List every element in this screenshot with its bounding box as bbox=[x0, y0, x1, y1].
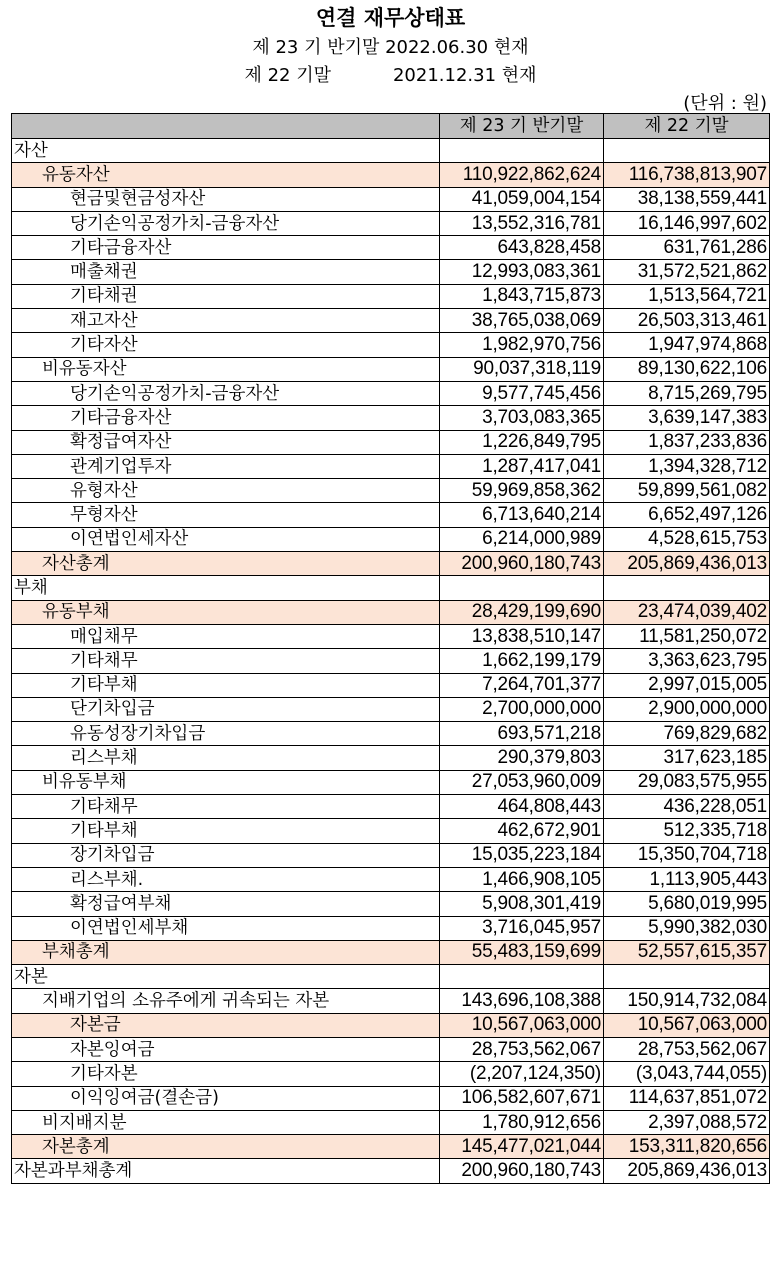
prior-period-value: 317,623,185 bbox=[604, 746, 770, 770]
current-period-value: 28,429,199,690 bbox=[440, 600, 604, 624]
table-row bbox=[12, 770, 770, 794]
prior-period-value: 205,869,436,013 bbox=[604, 552, 770, 576]
header-account bbox=[12, 114, 440, 139]
table-row bbox=[12, 795, 770, 819]
account-label: 기타부채 bbox=[12, 819, 440, 843]
current-period-value: 7,264,701,377 bbox=[440, 673, 604, 697]
current-period-value: 55,483,159,699 bbox=[440, 940, 604, 964]
current-period-value: 28,753,562,067 bbox=[440, 1037, 604, 1061]
table-row bbox=[12, 624, 770, 648]
current-period-value: 145,477,021,044 bbox=[440, 1135, 604, 1159]
account-label: 확정급여부채 bbox=[12, 892, 440, 916]
prior-period-value: (3,043,744,055) bbox=[604, 1062, 770, 1086]
prior-period-value: 38,138,559,441 bbox=[604, 187, 770, 211]
current-period-value: 41,059,004,154 bbox=[440, 187, 604, 211]
table-row bbox=[12, 916, 770, 940]
current-period-value: 1,780,912,656 bbox=[440, 1110, 604, 1134]
current-period-value: 200,960,180,743 bbox=[440, 552, 604, 576]
prior-period-value: 5,990,382,030 bbox=[604, 916, 770, 940]
current-period-value: 59,969,858,362 bbox=[440, 479, 604, 503]
table-row bbox=[12, 746, 770, 770]
account-label: 자본금 bbox=[12, 1013, 440, 1037]
table-row bbox=[12, 503, 770, 527]
table-row bbox=[12, 406, 770, 430]
account-label: 유동부채 bbox=[12, 600, 440, 624]
header-current-period: 제 23 기 반기말 bbox=[440, 114, 604, 139]
prior-period-value: 16,146,997,602 bbox=[604, 211, 770, 235]
table-row bbox=[12, 479, 770, 503]
account-label: 비유동부채 bbox=[12, 770, 440, 794]
table-row bbox=[12, 236, 770, 260]
account-label: 자본 bbox=[12, 965, 440, 989]
table-row bbox=[12, 1086, 770, 1110]
current-period-value: 10,567,063,000 bbox=[440, 1013, 604, 1037]
prior-period-value: 436,228,051 bbox=[604, 795, 770, 819]
table-row bbox=[12, 139, 770, 163]
prior-period-value: 631,761,286 bbox=[604, 236, 770, 260]
current-period-value: 6,214,000,989 bbox=[440, 527, 604, 551]
prior-period-value: 31,572,521,862 bbox=[604, 260, 770, 284]
current-period-value: 1,662,199,179 bbox=[440, 649, 604, 673]
account-label: 관계기업투자 bbox=[12, 454, 440, 478]
prior-period-value: 29,083,575,955 bbox=[604, 770, 770, 794]
account-label: 기타자산 bbox=[12, 333, 440, 357]
prior-period-value: 4,528,615,753 bbox=[604, 527, 770, 551]
prior-period-value bbox=[604, 576, 770, 600]
account-label: 이연법인세부채 bbox=[12, 916, 440, 940]
prior-period-value: 8,715,269,795 bbox=[604, 381, 770, 405]
account-label: 자본과부채총계 bbox=[12, 1159, 440, 1183]
current-period-value: 27,053,960,009 bbox=[440, 770, 604, 794]
prior-period-value: 26,503,313,461 bbox=[604, 309, 770, 333]
account-label: 자본총계 bbox=[12, 1135, 440, 1159]
table-row bbox=[12, 1135, 770, 1159]
account-label: 리스부채. bbox=[12, 867, 440, 891]
table-row bbox=[12, 333, 770, 357]
prior-period-value: 28,753,562,067 bbox=[604, 1037, 770, 1061]
prior-period-value: 512,335,718 bbox=[604, 819, 770, 843]
prior-period-value bbox=[604, 965, 770, 989]
account-label: 기타자본 bbox=[12, 1062, 440, 1086]
current-period-value: 643,828,458 bbox=[440, 236, 604, 260]
account-label: 매입채무 bbox=[12, 624, 440, 648]
prior-period-value: 114,637,851,072 bbox=[604, 1086, 770, 1110]
prior-period-value: 1,947,974,868 bbox=[604, 333, 770, 357]
account-label: 단기차입금 bbox=[12, 697, 440, 721]
prior-period-value: 769,829,682 bbox=[604, 722, 770, 746]
header-prior-period: 제 22 기말 bbox=[604, 114, 770, 139]
table-row bbox=[12, 649, 770, 673]
current-period-value: 464,808,443 bbox=[440, 795, 604, 819]
table-row bbox=[12, 309, 770, 333]
prior-period-value: 10,567,063,000 bbox=[604, 1013, 770, 1037]
current-period-value: 693,571,218 bbox=[440, 722, 604, 746]
table-row bbox=[12, 940, 770, 964]
prior-period-value: 52,557,615,357 bbox=[604, 940, 770, 964]
prior-period-subtitle bbox=[0, 61, 781, 87]
account-label: 자산 bbox=[12, 139, 440, 163]
table-row bbox=[12, 187, 770, 211]
account-label: 무형자산 bbox=[12, 503, 440, 527]
current-period-value: 462,672,901 bbox=[440, 819, 604, 843]
table-row bbox=[12, 454, 770, 478]
table-row bbox=[12, 284, 770, 308]
current-period-value: 9,577,745,456 bbox=[440, 381, 604, 405]
current-period-value: 90,037,318,119 bbox=[440, 357, 604, 381]
prior-period-value: 3,363,623,795 bbox=[604, 649, 770, 673]
current-period-value: 38,765,038,069 bbox=[440, 309, 604, 333]
table-row bbox=[12, 819, 770, 843]
table-row bbox=[12, 892, 770, 916]
account-label: 현금및현금성자산 bbox=[12, 187, 440, 211]
prior-period-value: 1,113,905,443 bbox=[604, 867, 770, 891]
account-label: 기타채무 bbox=[12, 795, 440, 819]
table-row bbox=[12, 843, 770, 867]
table-row bbox=[12, 1159, 770, 1183]
table-row bbox=[12, 430, 770, 454]
current-period-value: 1,982,970,756 bbox=[440, 333, 604, 357]
current-period-value: 200,960,180,743 bbox=[440, 1159, 604, 1183]
current-period-value: 6,713,640,214 bbox=[440, 503, 604, 527]
table-row bbox=[12, 381, 770, 405]
table-row bbox=[12, 867, 770, 891]
current-period-value: 290,379,803 bbox=[440, 746, 604, 770]
prior-period-value: 15,350,704,718 bbox=[604, 843, 770, 867]
account-label: 기타금융자산 bbox=[12, 406, 440, 430]
document-title: 연결 재무상태표 bbox=[315, 6, 466, 30]
unit-label: (단위 : 원) bbox=[683, 93, 767, 114]
table-row bbox=[12, 163, 770, 187]
account-label: 당기손익공정가치-금융자산 bbox=[12, 211, 440, 235]
prior-period-value: 1,513,564,721 bbox=[604, 284, 770, 308]
current-period-value: 106,582,607,671 bbox=[440, 1086, 604, 1110]
account-label: 재고자산 bbox=[12, 309, 440, 333]
account-label: 기타채무 bbox=[12, 649, 440, 673]
account-label: 당기손익공정가치-금융자산 bbox=[12, 381, 440, 405]
current-period-value: 13,552,316,781 bbox=[440, 211, 604, 235]
table-row bbox=[12, 673, 770, 697]
account-label: 이연법인세자산 bbox=[12, 527, 440, 551]
prior-period-value: 6,652,497,126 bbox=[604, 503, 770, 527]
account-label: 부채 bbox=[12, 576, 440, 600]
table-row bbox=[12, 722, 770, 746]
account-label: 비지배지분 bbox=[12, 1110, 440, 1134]
current-period-value bbox=[440, 965, 604, 989]
prior-period-value: 3,639,147,383 bbox=[604, 406, 770, 430]
account-label: 부채총계 bbox=[12, 940, 440, 964]
account-label: 매출채권 bbox=[12, 260, 440, 284]
current-period-value: 13,838,510,147 bbox=[440, 624, 604, 648]
prior-period-label: 제 22 기말 bbox=[244, 65, 331, 86]
table-row bbox=[12, 552, 770, 576]
current-period-subtitle: 제 23 기 반기말 2022.06.30 현재 bbox=[252, 37, 529, 58]
prior-period-value: 1,394,328,712 bbox=[604, 454, 770, 478]
prior-period-value: 2,397,088,572 bbox=[604, 1110, 770, 1134]
prior-period-value: 116,738,813,907 bbox=[604, 163, 770, 187]
prior-period-value: 2,997,015,005 bbox=[604, 673, 770, 697]
current-period-value: 1,466,908,105 bbox=[440, 867, 604, 891]
account-label: 이익잉여금(결손금) bbox=[12, 1086, 440, 1110]
table-row bbox=[12, 1037, 770, 1061]
prior-period-value: 150,914,732,084 bbox=[604, 989, 770, 1013]
table-row bbox=[12, 260, 770, 284]
current-period-value: 3,703,083,365 bbox=[440, 406, 604, 430]
current-period-value: (2,207,124,350) bbox=[440, 1062, 604, 1086]
table-row bbox=[12, 1013, 770, 1037]
table-row bbox=[12, 576, 770, 600]
prior-period-value: 89,130,622,106 bbox=[604, 357, 770, 381]
current-period-value: 2,700,000,000 bbox=[440, 697, 604, 721]
table-row bbox=[12, 357, 770, 381]
table-row bbox=[12, 600, 770, 624]
current-period-value: 3,716,045,957 bbox=[440, 916, 604, 940]
table-row bbox=[12, 527, 770, 551]
account-label: 유동성장기차입금 bbox=[12, 722, 440, 746]
prior-period-value: 2,900,000,000 bbox=[604, 697, 770, 721]
prior-period-value: 59,899,561,082 bbox=[604, 479, 770, 503]
account-label: 유동자산 bbox=[12, 163, 440, 187]
account-label: 자본잉여금 bbox=[12, 1037, 440, 1061]
prior-period-value: 205,869,436,013 bbox=[604, 1159, 770, 1183]
table-row bbox=[12, 211, 770, 235]
table-header-row bbox=[12, 114, 770, 139]
current-period-value: 12,993,083,361 bbox=[440, 260, 604, 284]
prior-period-value: 11,581,250,072 bbox=[604, 624, 770, 648]
account-label: 지배기업의 소유주에게 귀속되는 자본 bbox=[12, 989, 440, 1013]
current-period-value bbox=[440, 139, 604, 163]
prior-period-value: 23,474,039,402 bbox=[604, 600, 770, 624]
current-period-value: 143,696,108,388 bbox=[440, 989, 604, 1013]
account-label: 확정급여자산 bbox=[12, 430, 440, 454]
account-label: 비유동자산 bbox=[12, 357, 440, 381]
account-label: 기타금융자산 bbox=[12, 236, 440, 260]
account-label: 기타부채 bbox=[12, 673, 440, 697]
prior-period-value: 153,311,820,656 bbox=[604, 1135, 770, 1159]
account-label: 유형자산 bbox=[12, 479, 440, 503]
account-label: 장기차입금 bbox=[12, 843, 440, 867]
table-row bbox=[12, 697, 770, 721]
current-period-value bbox=[440, 576, 604, 600]
account-label: 기타채권 bbox=[12, 284, 440, 308]
table-row bbox=[12, 1110, 770, 1134]
current-period-value: 5,908,301,419 bbox=[440, 892, 604, 916]
prior-period-date: 2021.12.31 현재 bbox=[392, 65, 537, 86]
current-period-value: 1,287,417,041 bbox=[440, 454, 604, 478]
balance-sheet-table bbox=[11, 113, 770, 1184]
current-period-value: 1,843,715,873 bbox=[440, 284, 604, 308]
prior-period-value bbox=[604, 139, 770, 163]
account-label: 자산총계 bbox=[12, 552, 440, 576]
table-row bbox=[12, 989, 770, 1013]
prior-period-value: 1,837,233,836 bbox=[604, 430, 770, 454]
current-period-value: 15,035,223,184 bbox=[440, 843, 604, 867]
table-row bbox=[12, 1062, 770, 1086]
prior-period-value: 5,680,019,995 bbox=[604, 892, 770, 916]
account-label: 리스부채 bbox=[12, 746, 440, 770]
current-period-value: 110,922,862,624 bbox=[440, 163, 604, 187]
table-row bbox=[12, 965, 770, 989]
current-period-value: 1,226,849,795 bbox=[440, 430, 604, 454]
